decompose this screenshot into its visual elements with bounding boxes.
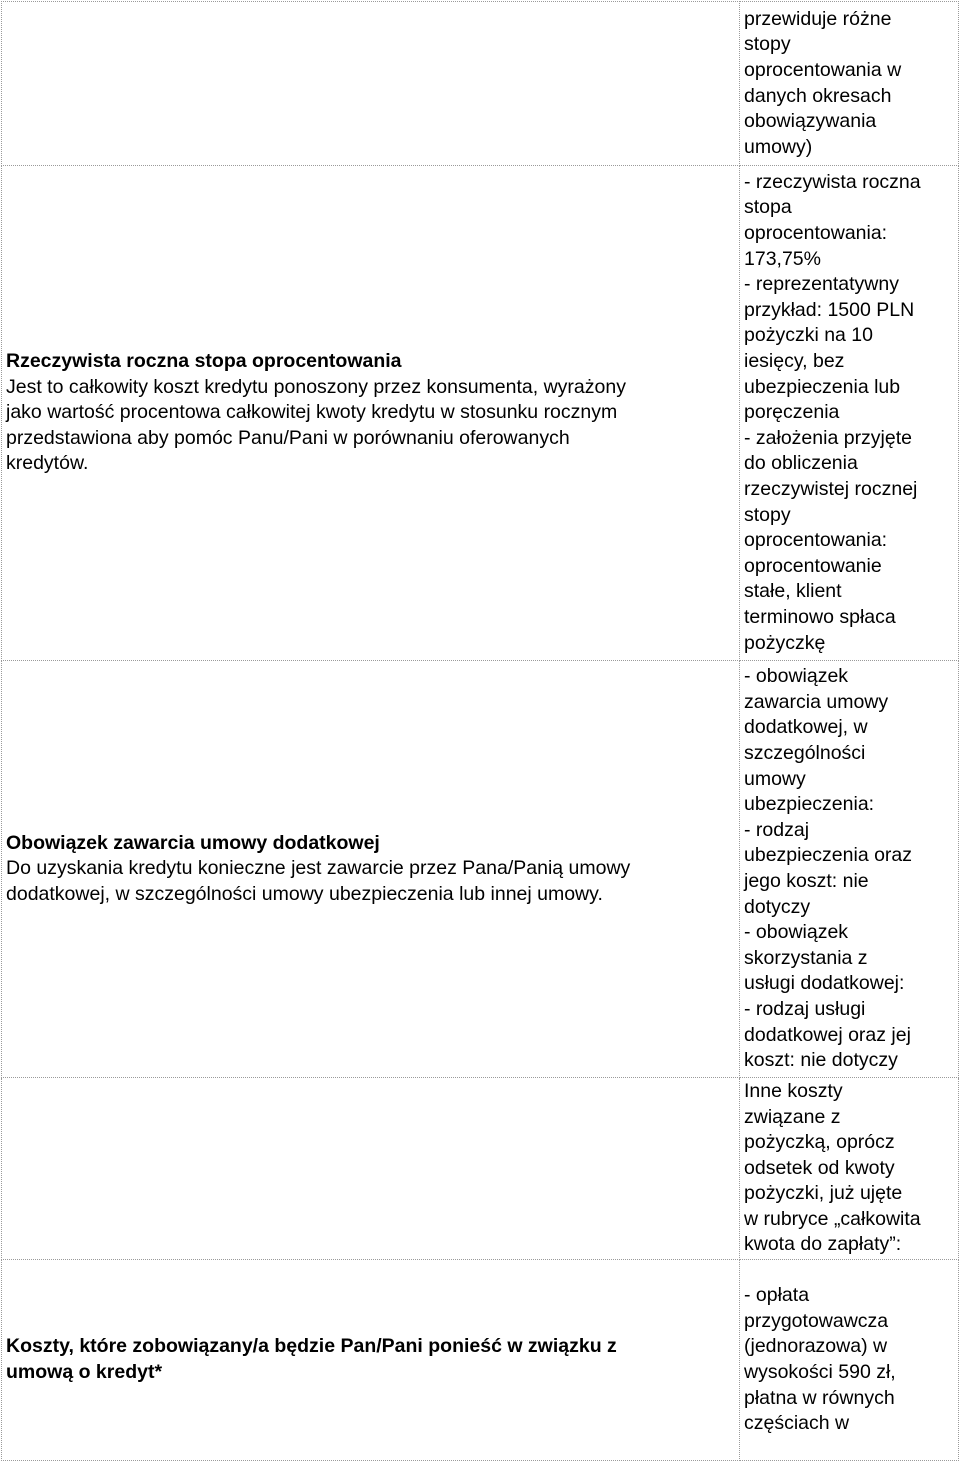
text-line: do obliczenia xyxy=(744,452,858,475)
text-line: oprocentowania w xyxy=(744,58,902,81)
table-row-apr xyxy=(2,166,959,661)
text-line: stopy xyxy=(744,503,791,526)
costs-heading-line: umową o kredyt* xyxy=(6,1361,163,1383)
apr-value: 173,75% xyxy=(744,247,821,270)
text-line: jego koszt: nie xyxy=(744,870,869,892)
text-line: pożyczką, oprócz xyxy=(744,1131,895,1154)
text-line: przykład: 1500 PLN xyxy=(744,298,915,321)
text-line: jako wartość procentowa całkowitej kwoty kredytu w stosunku rocznym xyxy=(6,401,618,424)
text-line: terminowo spłaca xyxy=(744,605,896,628)
text-line: kredytów. xyxy=(6,452,89,475)
text-line: - rodzaj usługi xyxy=(744,997,866,1020)
table-row-costs xyxy=(2,1260,959,1461)
credit-info-table xyxy=(1,1,959,1461)
text-line: - obowiązek xyxy=(744,665,849,688)
text-line: pożyczki, już ujęte xyxy=(744,1182,903,1205)
text-line: umowy xyxy=(744,767,806,790)
text-line: oprocentowania: xyxy=(744,222,888,245)
text-line: szczególności xyxy=(744,742,866,765)
table-row-other-costs xyxy=(2,1078,959,1260)
additional-contract-description-cell xyxy=(2,661,740,1078)
text-line: - rzeczywista roczna xyxy=(744,170,921,193)
text-line: - założenia przyjęte xyxy=(744,426,912,449)
text-line: - reprezentatywny xyxy=(744,273,899,296)
text-line: koszt: nie dotyczy xyxy=(744,1049,898,1072)
costs-description-cell xyxy=(2,1260,740,1461)
apr-heading: Rzeczywista roczna stopa oprocentowania xyxy=(6,350,402,373)
apr-description-cell xyxy=(2,166,740,661)
text-line: wysokości 590 zł, xyxy=(744,1361,896,1383)
text-line: (jednorazowa) w xyxy=(744,1335,888,1358)
table-row-apr-continuation xyxy=(2,2,959,166)
costs-heading-line: Koszty, które zobowiązany/a będzie Pan/Pani ponieść w związku z xyxy=(6,1335,617,1358)
text-line: ubezpieczenia lub xyxy=(744,375,901,398)
text-line: obowiązywania xyxy=(744,110,877,133)
text-line: stopa xyxy=(744,196,792,219)
text-line: usługi dodatkowej: xyxy=(744,972,905,995)
text-line: w rubryce „całkowita xyxy=(744,1207,921,1230)
text-line: zawarcia umowy xyxy=(744,690,889,713)
apr-continuation-cell xyxy=(740,2,959,166)
text-line: skorzystania z xyxy=(744,946,868,969)
text-line: danych okresach xyxy=(744,84,892,107)
text-line: przygotowawcza xyxy=(744,1309,889,1332)
text-line: pożyczkę xyxy=(744,631,826,654)
text-line: Do uzyskania kredytu konieczne jest zawarcie przez Pana/Panią umowy xyxy=(6,857,631,880)
text-line: Inne koszty xyxy=(744,1079,843,1102)
apr-value-cell xyxy=(740,166,959,661)
text-line: dotyczy xyxy=(744,895,811,918)
text-line: Jest to całkowity koszt kredytu ponoszony przez konsumenta, wyrażony xyxy=(6,375,626,398)
text-line: - rodzaj xyxy=(744,818,810,841)
empty-cell xyxy=(2,1078,740,1260)
text-line: iesięcy, bez xyxy=(744,350,845,373)
other-costs-cell xyxy=(740,1078,959,1260)
text-line: oprocentowanie xyxy=(744,554,882,577)
text-line: dodatkowej, w xyxy=(744,716,868,739)
empty-cell xyxy=(2,2,740,166)
table-row-additional-contract xyxy=(2,661,959,1078)
text-line: przewiduje różne xyxy=(744,7,892,30)
text-line: - opłata xyxy=(744,1284,810,1307)
text-line: związane z xyxy=(744,1105,841,1128)
text-line: pożyczki na 10 xyxy=(744,324,873,347)
text-line: - obowiązek xyxy=(744,921,849,944)
text-line: częściach w xyxy=(744,1412,850,1435)
text-line: oprocentowania: xyxy=(744,529,888,552)
text-line: dodatkowej oraz jej xyxy=(744,1023,911,1046)
text-line: stopy xyxy=(744,33,791,56)
additional-contract-heading: Obowiązek zawarcia umowy dodatkowej xyxy=(6,831,380,854)
text-line: umowy) xyxy=(744,135,813,158)
text-line: ubezpieczenia: xyxy=(744,793,875,816)
text-line: kwota do zapłaty”: xyxy=(744,1233,902,1256)
text-line: dodatkowej, w szczególności umowy ubezpieczenia lub innej umowy. xyxy=(6,882,603,905)
text-line: odsetek od kwoty xyxy=(744,1156,895,1179)
text-line: ubezpieczenia oraz xyxy=(744,844,913,867)
additional-contract-value-cell xyxy=(740,661,959,1078)
costs-value-cell xyxy=(740,1260,959,1461)
text-line: płatna w równych xyxy=(744,1386,895,1409)
text-line: rzeczywistej rocznej xyxy=(744,477,918,500)
text-line: poręczenia xyxy=(744,401,840,424)
text-line: stałe, klient xyxy=(744,580,842,603)
text-line: przedstawiona aby pomóc Panu/Pani w porównaniu oferowanych xyxy=(6,426,570,449)
